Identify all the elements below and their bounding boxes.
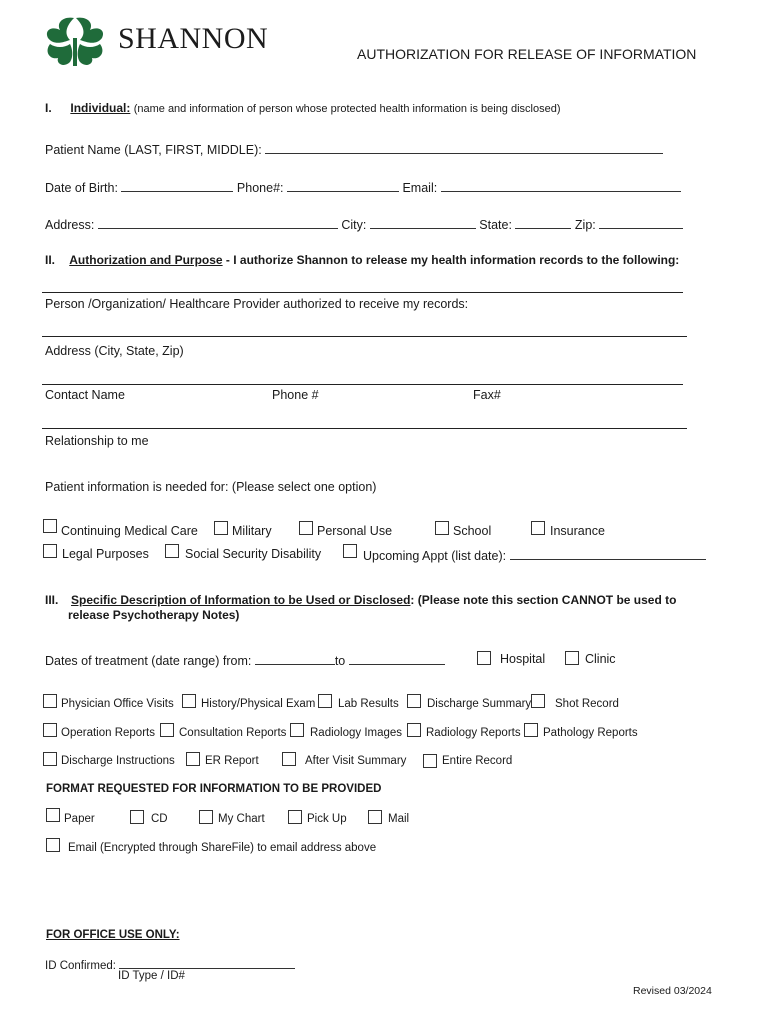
address-city-state-label: Address (City, State, Zip) bbox=[45, 344, 184, 358]
dates-from-label: Dates of treatment (date range) from: bbox=[45, 654, 252, 668]
state-field[interactable] bbox=[515, 216, 571, 229]
social-security-label: Social Security Disability bbox=[185, 547, 322, 561]
section-1-title: Individual: bbox=[70, 101, 131, 115]
person-org-line[interactable] bbox=[42, 292, 683, 293]
upcoming-appt-row bbox=[363, 547, 706, 563]
insurance-checkbox[interactable] bbox=[531, 521, 545, 535]
er-report-label: ER Report bbox=[205, 755, 259, 767]
email-label: Email: bbox=[402, 181, 438, 195]
section-1-note: (name and information of person whose protected health information is being disclosed) bbox=[133, 103, 561, 115]
section-2-text: - I authorize Shannon to release my health information records to the following: bbox=[222, 253, 680, 267]
needed-for-label: Patient information is needed for: (Please select one option) bbox=[45, 480, 377, 494]
discharge-summary-checkbox[interactable] bbox=[407, 694, 421, 708]
paper-checkbox[interactable] bbox=[46, 808, 60, 822]
section-3-heading bbox=[45, 593, 676, 607]
pathology-reports-checkbox[interactable] bbox=[524, 723, 538, 737]
lab-results-label: Lab Results bbox=[338, 698, 399, 710]
city-field[interactable] bbox=[370, 216, 476, 229]
physician-visits-label: Physician Office Visits bbox=[61, 698, 174, 710]
social-security-checkbox[interactable] bbox=[165, 544, 179, 558]
shannon-logo bbox=[40, 14, 110, 68]
pathology-reports-label: Pathology Reports bbox=[543, 727, 638, 739]
section-2-title: Authorization and Purpose bbox=[69, 253, 223, 267]
section-1-number: I. bbox=[45, 101, 52, 115]
operation-reports-checkbox[interactable] bbox=[43, 723, 57, 737]
section-3-text-2: release Psychotherapy Notes) bbox=[68, 608, 240, 622]
upcoming-appt-label: Upcoming Appt (list date): bbox=[363, 549, 507, 563]
dates-row bbox=[45, 652, 445, 668]
section-2-heading bbox=[45, 253, 679, 267]
contact-line[interactable] bbox=[42, 384, 683, 385]
patient-name-label: Patient Name (LAST, FIRST, MIDDLE): bbox=[45, 143, 262, 157]
paper-label: Paper bbox=[64, 813, 95, 825]
format-heading: FORMAT REQUESTED FOR INFORMATION TO BE PROVIDED bbox=[46, 783, 382, 795]
mail-checkbox[interactable] bbox=[368, 810, 382, 824]
pick-up-label: Pick Up bbox=[307, 813, 347, 825]
person-org-label: Person /Organization/ Healthcare Provider authorized to receive my records: bbox=[45, 297, 469, 311]
continuing-care-checkbox[interactable] bbox=[43, 519, 57, 533]
mail-label: Mail bbox=[388, 813, 410, 825]
discharge-summary-label: Discharge Summary bbox=[427, 698, 532, 710]
history-physical-label: History/Physical Exam bbox=[201, 698, 316, 710]
id-confirmed-label: ID Confirmed: bbox=[45, 960, 116, 972]
state-label: State: bbox=[479, 218, 512, 232]
contact-name-label: Contact Name bbox=[45, 388, 125, 402]
military-checkbox[interactable] bbox=[214, 521, 228, 535]
personal-use-label: Personal Use bbox=[317, 524, 393, 538]
my-chart-label: My Chart bbox=[218, 813, 265, 825]
legal-purposes-label: Legal Purposes bbox=[62, 547, 149, 561]
patient-name-field[interactable] bbox=[265, 141, 663, 154]
brand-name: SHANNON bbox=[118, 22, 269, 55]
cd-label: CD bbox=[151, 813, 168, 825]
radiology-reports-checkbox[interactable] bbox=[407, 723, 421, 737]
upcoming-appt-checkbox[interactable] bbox=[343, 544, 357, 558]
address-field[interactable] bbox=[98, 216, 338, 229]
shot-record-checkbox[interactable] bbox=[531, 694, 545, 708]
zip-field[interactable] bbox=[599, 216, 683, 229]
entire-record-label: Entire Record bbox=[442, 755, 513, 767]
insurance-label: Insurance bbox=[550, 524, 605, 538]
zip-label: Zip: bbox=[574, 218, 596, 232]
id-confirmed-field[interactable] bbox=[119, 956, 295, 969]
personal-use-checkbox[interactable] bbox=[299, 521, 313, 535]
dates-from-field[interactable] bbox=[255, 652, 335, 665]
school-checkbox[interactable] bbox=[435, 521, 449, 535]
school-label: School bbox=[453, 524, 492, 538]
physician-visits-checkbox[interactable] bbox=[43, 694, 57, 708]
city-label: City: bbox=[341, 218, 367, 232]
email-checkbox[interactable] bbox=[46, 838, 60, 852]
military-label: Military bbox=[232, 524, 272, 538]
section-3-text-1: : (Please note this section CANNOT be used to bbox=[410, 593, 677, 607]
dob-row bbox=[45, 179, 681, 195]
patient-name-row bbox=[45, 141, 663, 157]
dob-label: Date of Birth: bbox=[45, 181, 118, 195]
consultation-reports-label: Consultation Reports bbox=[179, 727, 287, 739]
section-3-number: III. bbox=[45, 593, 59, 607]
phone-label: Phone#: bbox=[236, 181, 284, 195]
operation-reports-label: Operation Reports bbox=[61, 727, 155, 739]
upcoming-appt-date-field[interactable] bbox=[510, 547, 706, 560]
address-label: Address: bbox=[45, 218, 95, 232]
section-2-number: II. bbox=[45, 253, 56, 267]
radiology-images-label: Radiology Images bbox=[310, 727, 403, 739]
dob-field[interactable] bbox=[121, 179, 233, 192]
address-city-state-line[interactable] bbox=[42, 336, 687, 337]
relationship-line[interactable] bbox=[42, 428, 687, 429]
shannon-clover-logo-icon bbox=[40, 14, 110, 68]
address-row bbox=[45, 216, 683, 232]
consultation-reports-checkbox[interactable] bbox=[160, 723, 174, 737]
radiology-reports-label: Radiology Reports bbox=[426, 727, 521, 739]
history-physical-checkbox[interactable] bbox=[182, 694, 196, 708]
dates-to-label: to bbox=[334, 654, 346, 668]
radiology-images-checkbox[interactable] bbox=[290, 723, 304, 737]
page-title: AUTHORIZATION FOR RELEASE OF INFORMATION bbox=[357, 46, 697, 62]
office-use-heading: FOR OFFICE USE ONLY: bbox=[46, 929, 180, 941]
after-visit-summary-label: After Visit Summary bbox=[305, 755, 407, 767]
clinic-checkbox[interactable] bbox=[565, 651, 579, 665]
section-3-title: Specific Description of Information to be Used or Disclosed bbox=[71, 593, 411, 607]
hospital-checkbox[interactable] bbox=[477, 651, 491, 665]
section-1-heading bbox=[45, 101, 561, 115]
lab-results-checkbox[interactable] bbox=[318, 694, 332, 708]
er-report-checkbox[interactable] bbox=[186, 752, 200, 766]
discharge-instructions-checkbox[interactable] bbox=[43, 752, 57, 766]
dates-to-field[interactable] bbox=[349, 652, 445, 665]
contact-fax-label: Fax# bbox=[473, 388, 501, 402]
cd-checkbox[interactable] bbox=[130, 810, 144, 824]
clinic-label: Clinic bbox=[585, 652, 616, 666]
phone-field[interactable] bbox=[287, 179, 399, 192]
id-type-label: ID Type / ID# bbox=[118, 970, 185, 982]
discharge-instructions-label: Discharge Instructions bbox=[61, 755, 175, 767]
my-chart-checkbox[interactable] bbox=[199, 810, 213, 824]
email-format-label: Email (Encrypted through ShareFile) to email address above bbox=[68, 842, 377, 854]
entire-record-checkbox[interactable] bbox=[423, 754, 437, 768]
shot-record-label: Shot Record bbox=[555, 698, 619, 710]
pick-up-checkbox[interactable] bbox=[288, 810, 302, 824]
continuing-care-label: Continuing Medical Care bbox=[61, 524, 198, 538]
email-field[interactable] bbox=[441, 179, 681, 192]
hospital-label: Hospital bbox=[500, 652, 546, 666]
relationship-label: Relationship to me bbox=[45, 434, 149, 448]
after-visit-summary-checkbox[interactable] bbox=[282, 752, 296, 766]
legal-purposes-checkbox[interactable] bbox=[43, 544, 57, 558]
contact-phone-label: Phone # bbox=[272, 388, 319, 402]
revised-date: Revised 03/2024 bbox=[633, 985, 712, 997]
